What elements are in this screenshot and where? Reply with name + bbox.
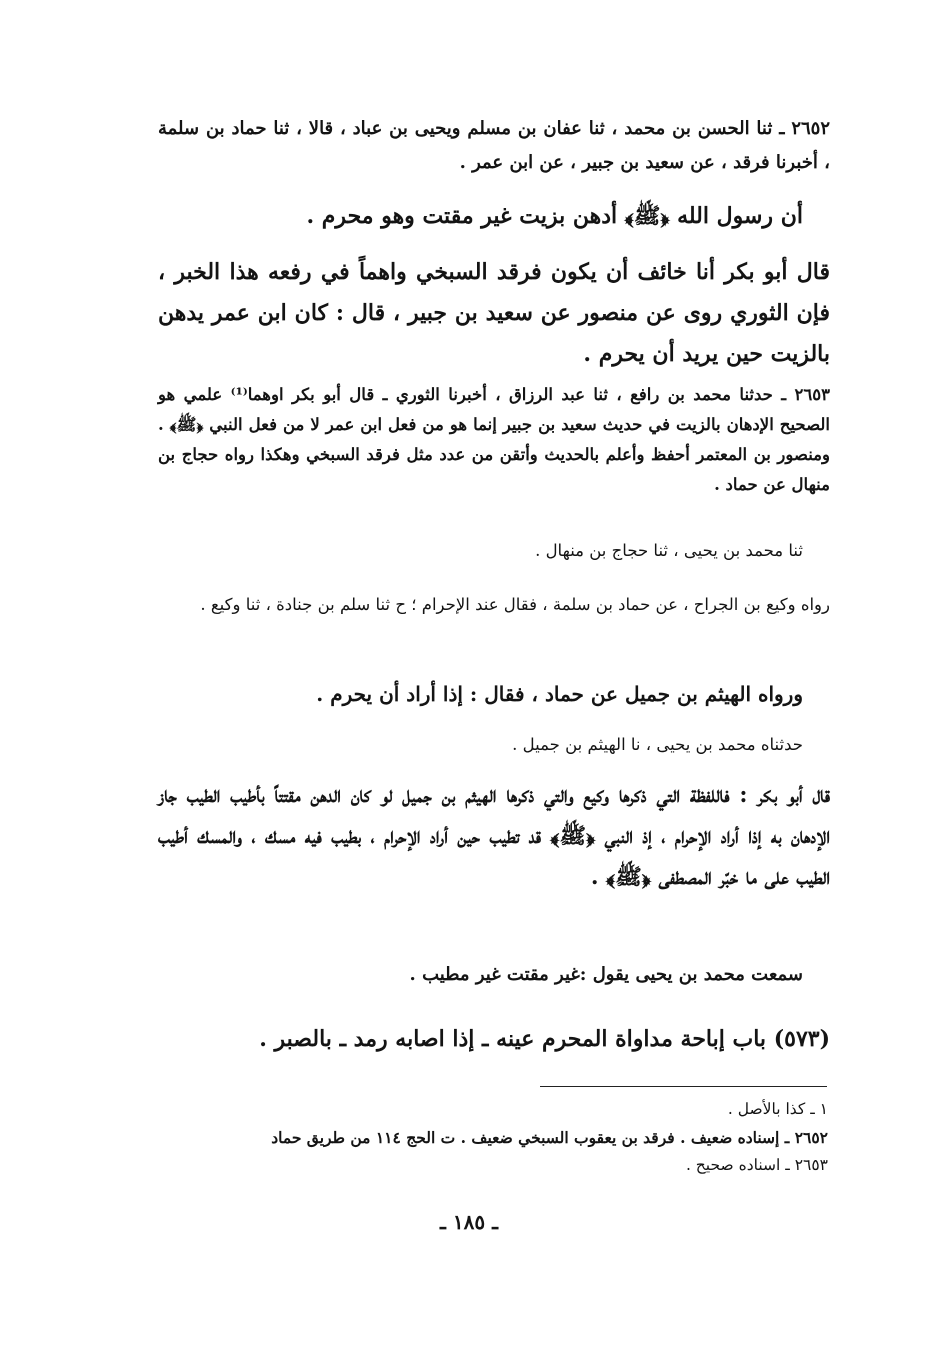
footnote-2652: ٢٦٥٢ ـ إسناده ضعيف . فرقد بن يعقوب السبخي ضعيف . ت الحج ١١٤ من طريق حماد [271, 1128, 828, 1147]
abu-bakr-comment-1: قال أبو بكر أنا خائف أن يكون فرقد السبخي واهماً في رفعه هذا الخبر ، فإن الثوري روى عن منصور عن سعيد بن جبير ، قال : كان ابن عمر يدهن بالزيت حين يريد أن يحرم . [158, 259, 830, 367]
abu-bakr-comment-2: قال أبو بكر : فاللفظة التي ذكرها وكيع والتي ذكرها الهيثم بن جميل لو كان الدهن مقتتاً بأطيب الطيب جاز الإدهان به إذا أراد الإحرام ، إذ النبي ﴿ﷺ﴾ قد تطيب حين أراد الإحرام ، بطيب فيه مسك ، والمسك أطيب الطيب على ما خبّر المصطفى ﴿ﷺ﴾ . [158, 782, 830, 890]
waki-narration: رواه وكيع بن الجراح ، عن حماد بن سلمة ، فقال عند الإحرام ؛ ح ثنا سلم بن جنادة ، ثنا وكيع . [200, 595, 830, 614]
haytham-narration: ورواه الهيثم بن جميل عن حماد ، فقال : إذا أراد أن يحرم . [316, 682, 803, 706]
hadith-2653-isnad-2: ثنا محمد بن يحيى ، ثنا حجاج بن منهال . [535, 541, 803, 560]
hadith-2653-text: ٢٦٥٣ ـ حدثنا محمد بن رافع ، ثنا عبد الرزاق ، أخبرنا الثوري ـ قال أبو بكر اوهما⁽¹⁾ علمي هو الصحيح الإدهان بالزيت في حديث سعيد بن جبير إنما هو من فعل ابن عمر لا من فعل النبي ﴿ﷺ﴾ . ومنصور بن المعتمر أحفظ وأعلم بالحديث وأتقن من عدد مثل فرقد السبخي وهكذا رواه حجاج بن منهال عن حماد . [158, 385, 830, 494]
footnote-1: ١ ـ كذا بالأصل . [727, 1100, 828, 1118]
footnote-2653: ٢٦٥٣ ـ اسناده صحيح . [685, 1156, 828, 1174]
hadith-2652-isnad: ٢٦٥٢ ـ ثنا الحسن بن محمد ، ثنا عفان بن مسلم ويحيى بن عباد ، قالا ، ثنا حماد بن سلمة ، أخبرنا فرقد ، عن سعيد بن جبير ، عن ابن عمر . [158, 118, 830, 173]
muhammad-bin-yahya-comment: سمعت محمد بن يحيى يقول :غير مقتت غير مطيب . [409, 964, 803, 985]
footnote-divider [540, 1086, 827, 1087]
chapter-heading: (٥٧٣) باب إباحة مداواة المحرم عينه ـ إذا اصابه رمد ـ بالصبر . [259, 1026, 830, 1052]
page-number: ـ ١٨٥ ـ [440, 1210, 498, 1234]
haytham-isnad: حدثناه محمد بن يحيى ، نا الهيثم بن جميل . [512, 735, 803, 754]
hadith-2652-matn: أن رسول الله ﴿ﷺ﴾ أدهن بزيت غير مقتت وهو محرم . [306, 203, 803, 229]
